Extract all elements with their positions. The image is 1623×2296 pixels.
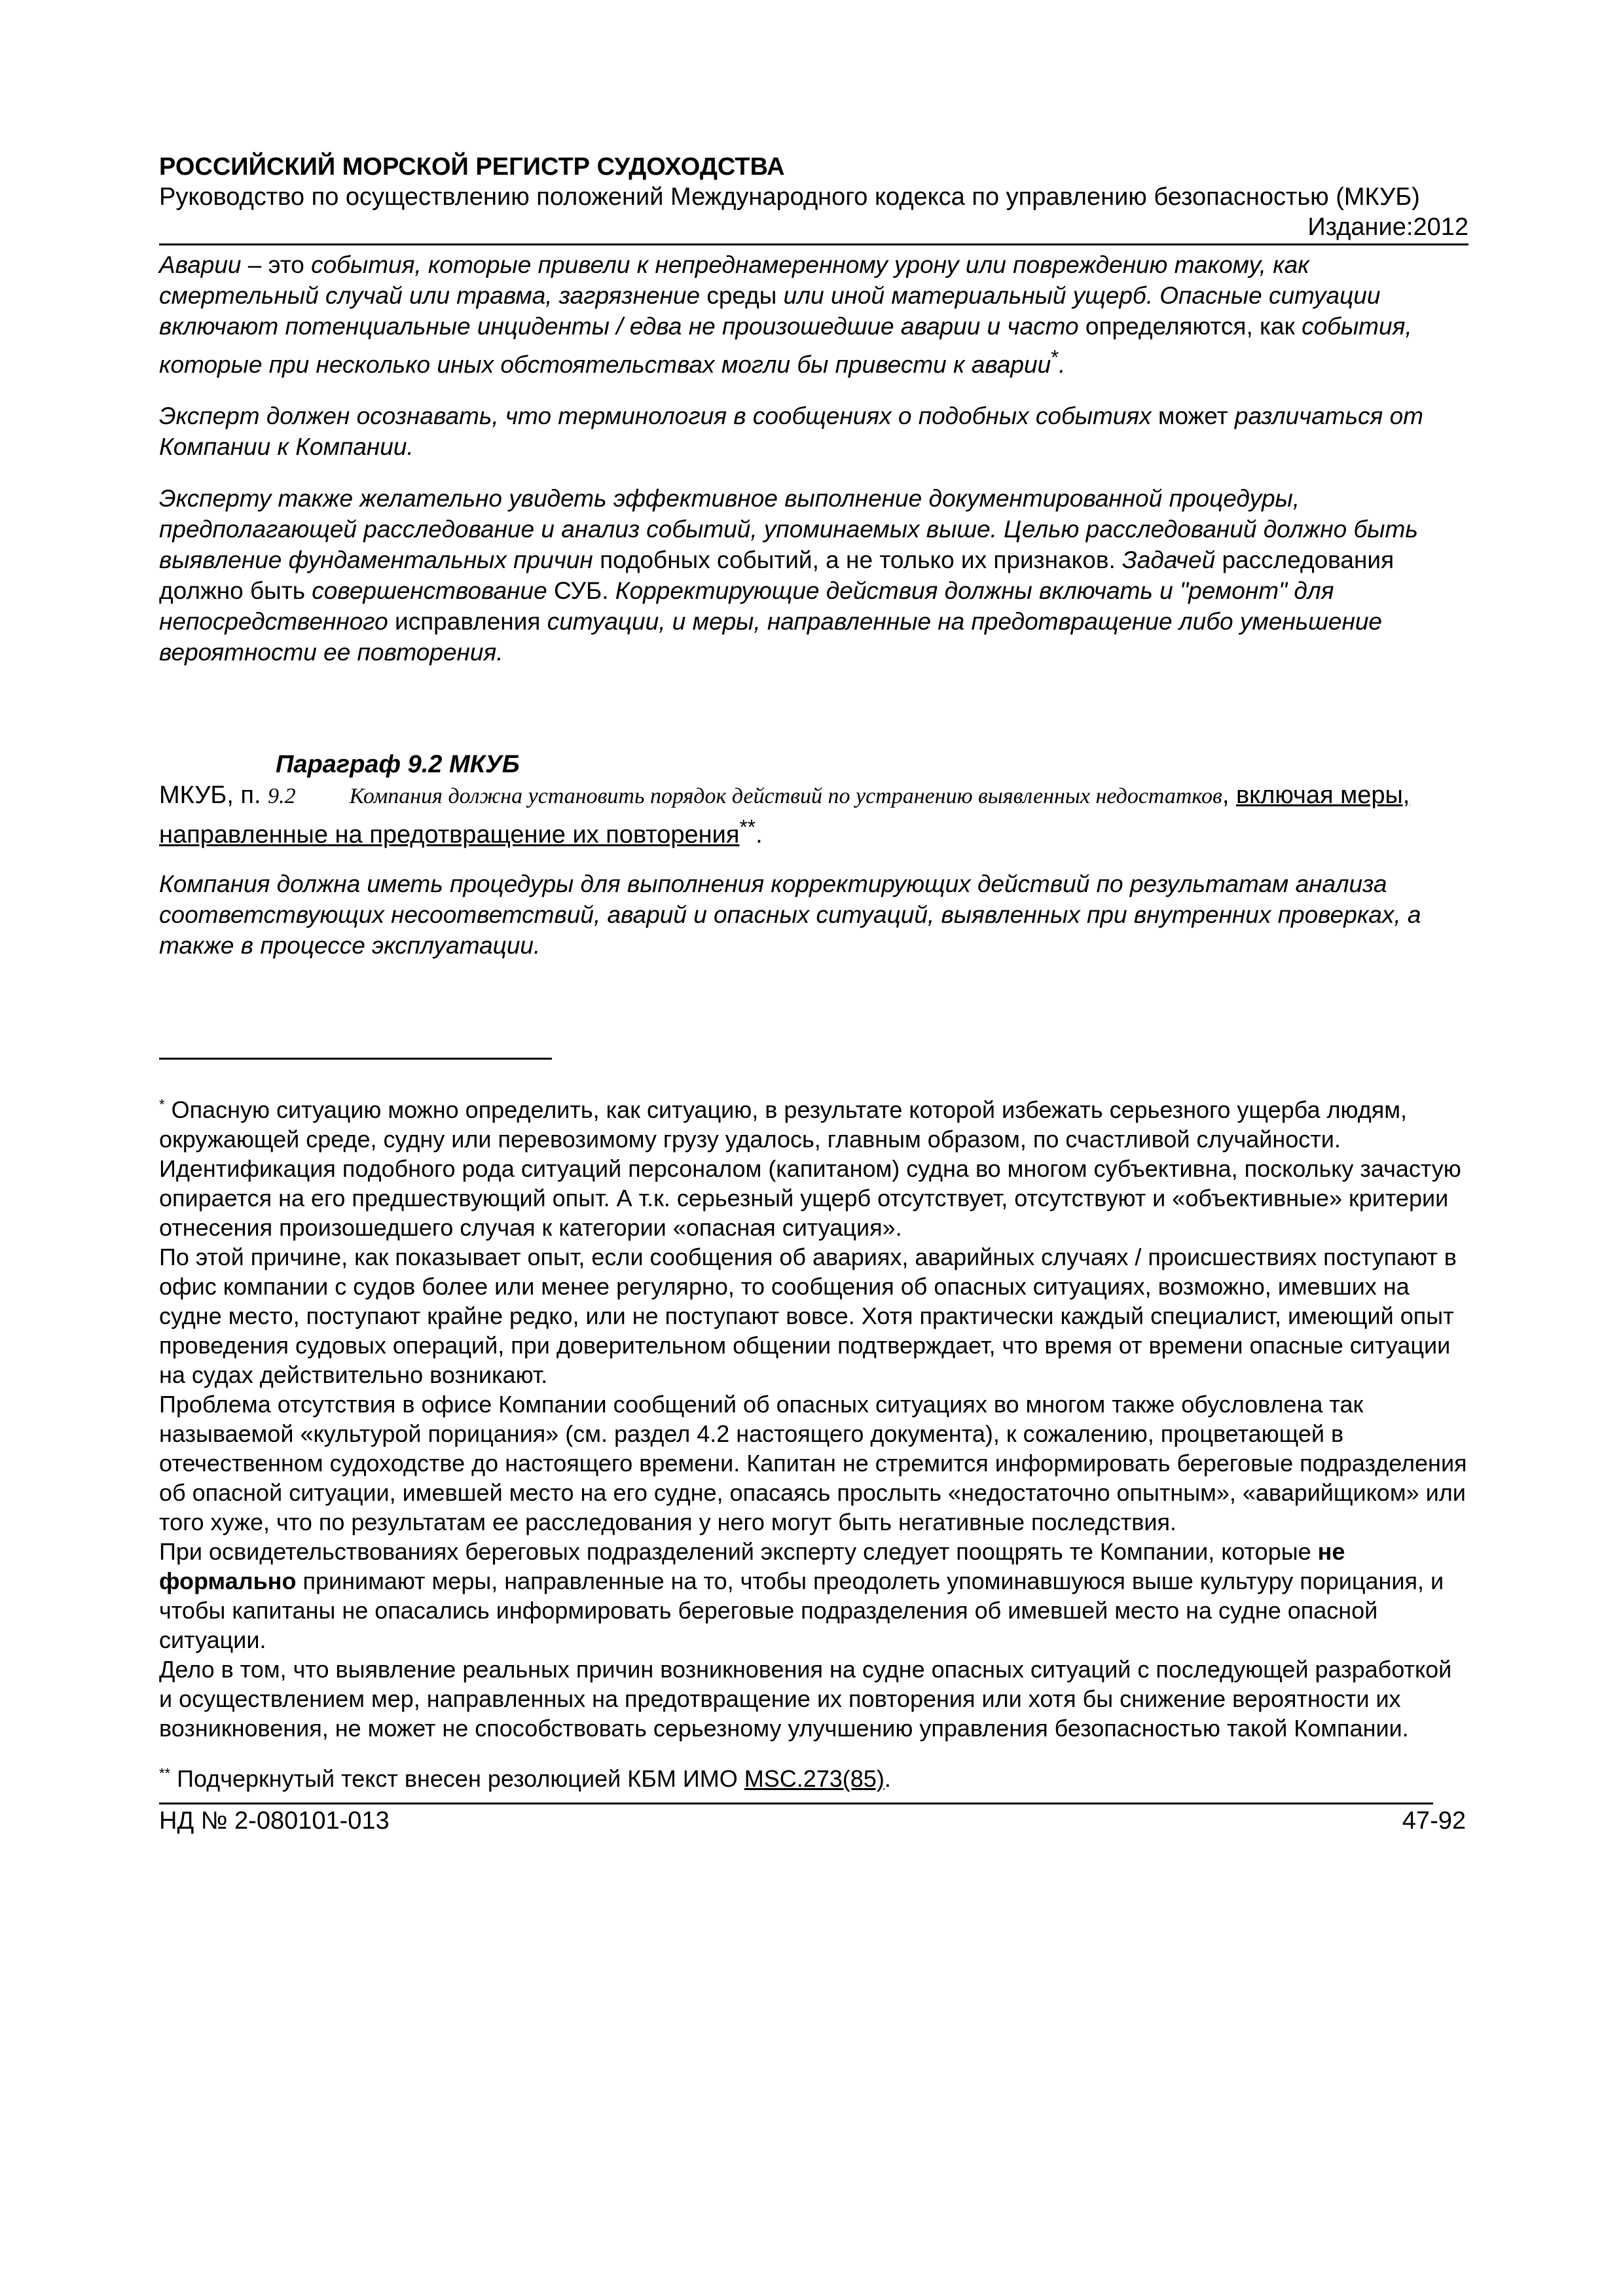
text-run: Эксперту также желательно увидеть эффективное выполнение документированной процедуры, предполагающей расследование и анализ событий, упоминаемых выше. Целью расследований должно быть выявление фундаментальных причин	[159, 485, 1418, 574]
text-run: события, которые привели к непреднамеренному урону или повреждению такому, как смертельный случай или травма, загрязнение	[159, 251, 1309, 309]
text-run: Корректирующие действия должны включать и "ремонт" для непосредственного	[159, 577, 1334, 636]
text-run: Опасную ситуацию можно определить, как ситуацию, в результате которой избежать серьезного ущерба людям, окружающей среде, судну или перевозимому грузу удалось, главным образом, по счастливой случайности.	[159, 1096, 1407, 1153]
document-page	[159, 152, 1468, 1836]
text-run: Эксперт должен осознавать, что терминология в сообщениях о подобных событиях	[159, 403, 1152, 430]
edition-label: Издание:2012	[1307, 213, 1468, 241]
footer-divider	[159, 1803, 1433, 1804]
page-footer	[159, 1806, 1466, 1836]
footnote-marker: **	[739, 815, 756, 839]
footnote-1	[159, 1090, 1468, 1154]
document-subtitle: Руководство по осуществлению положений Международного кодекса по управлению безопасностью (МКУБ)	[159, 183, 1420, 211]
text-run: , как	[1246, 313, 1302, 340]
section-heading: Параграф 9.2 МКУБ	[276, 751, 520, 779]
reference-comma: ,	[1222, 781, 1230, 810]
footnote-divider	[159, 1058, 552, 1060]
text-run: Аварии	[159, 251, 242, 278]
reference-number: 9.2	[268, 784, 296, 809]
paragraph-investigation	[159, 483, 1468, 668]
footnote-1-paragraph: Дело в том, что выявление реальных причин возникновения на судне опасных ситуаций с последующей разработкой и осуществлением мер, направленных на предотвращение их повторения или хотя бы снижение вероятности их возникновения, не может не способствовать серьезному улучшению управления безопасностью такой Компании.	[159, 1655, 1452, 1742]
footnote-1-paragraph: Проблема отсутствия в офисе Компании сообщений об опасных ситуациях во многом также обусловлена так называемой «культурой порицания» (см. раздел 4.2 настоящего документа), к сожалению, процветающей в отечественном судоходстве до настоящего времени. Капитан не стремится информировать береговые подразделения об опасной ситуации, имевшей место на его судне, опасаясь прослыть «недостаточно опытным», «аварийщиком» или того хуже, что по результатам ее расследования у него могут быть негативные последствия.	[159, 1390, 1467, 1535]
paragraph-accidents-definition	[159, 249, 1468, 380]
text-run: определяются	[1085, 313, 1247, 340]
text-run: события, которые при несколько иных обстоятельствах могли бы привести к аварии	[159, 313, 1412, 378]
text-run: .	[884, 1765, 891, 1792]
footnote-marker: *	[1051, 346, 1059, 368]
paragraph-terminology	[159, 401, 1468, 462]
footnote-2	[159, 1759, 1468, 1793]
page-number: 47-92	[1402, 1806, 1466, 1835]
footnote-marker: **	[159, 1765, 171, 1782]
footnote-marker: *	[159, 1096, 165, 1113]
text-run: – это	[241, 251, 312, 278]
reference-text: Компания должна установить порядок действий по устранению выявленных недостатков	[349, 784, 1222, 809]
document-number: НД № 2-080101-013	[159, 1806, 390, 1835]
text-run: среды	[706, 282, 777, 309]
footnote-1-paragraph	[159, 1537, 1468, 1655]
footnote-1-paragraph: По этой причине, как показывает опыт, если сообщения об авариях, аварийных случаях / происшествиях поступают в офис компании с судов более или менее регулярно, то сообщения об опасных ситуациях, возможно, имевших на судне место, поступают крайне редко, или не поступают вовсе. Хотя практически каждый специалист, имеющий опыт проведения судовых операций, при доверительном общении подтверждает, что время от времени опасные ситуации на судах действительно возникают.	[159, 1243, 1457, 1388]
text-run: При освидетельствованиях береговых подразделений эксперту следует поощрять те Компании, которые	[159, 1537, 1318, 1565]
text-run: .	[1059, 351, 1066, 378]
text-run: может	[1151, 403, 1235, 430]
paragraph-requirement: Компания должна иметь процедуры для выполнения корректирующих действий по результатам анализа соответствующих несоответствий, аварий и опасных ситуаций, выявленных при внутренних проверках, а также в процессе эксплуатации.	[159, 870, 1421, 959]
text-run: различаться от Компании к Компании.	[159, 403, 1423, 461]
text-run: .	[756, 821, 763, 849]
text-run: расследования должно быть	[159, 547, 1395, 605]
header-divider	[159, 243, 1468, 245]
footnote-1-paragraph: Идентификация подобного рода ситуаций персоналом (капитаном) судна во многом субъективна, поскольку зачастую опирается на его предшествующий опыт. А т.к. серьезный ущерб отсутствует, отсутствуют и «объективные» критерии отнесения произошедшего случая к категории «опасная ситуация».	[159, 1155, 1461, 1241]
text-run: ситуации, и меры, направленные на предотвращение либо уменьшение вероятности ее повторения.	[159, 608, 1382, 666]
text-run: подобных событий, а не только их признаков.	[600, 547, 1116, 574]
text-run: исправления	[394, 608, 541, 636]
bold-emphasis: не формально	[159, 1537, 1345, 1594]
resolution-link[interactable]: MSC.273(85)	[744, 1765, 884, 1792]
text-run: или иной материальный ущерб. Опасные ситуации включают потенциальные инциденты / едва не произошедшие аварии и часто	[159, 282, 1381, 340]
organization-title: РОССИЙСКИЙ МОРСКОЙ РЕГИСТР СУДОХОДСТВА	[159, 153, 785, 181]
text-run: совершенствование	[312, 577, 554, 605]
reference-prefix: МКУБ, п.	[159, 781, 268, 810]
code-reference	[159, 780, 1468, 850]
text-run: принимают меры, направленные на то, чтобы преодолеть упоминавшуюся выше культуру порицания, и чтобы капитаны не опасались информировать береговые подразделения об имевшей место на судне опасной ситуации.	[159, 1567, 1444, 1653]
text-run: Задачей	[1115, 547, 1222, 574]
reference-underlined-text: включая меры, направленные на предотвращение их повторения	[159, 781, 1410, 849]
text-run: СУБ.	[553, 577, 615, 605]
text-run: Подчеркнутый текст внесен резолюцией КБМ ИМО	[170, 1765, 744, 1792]
